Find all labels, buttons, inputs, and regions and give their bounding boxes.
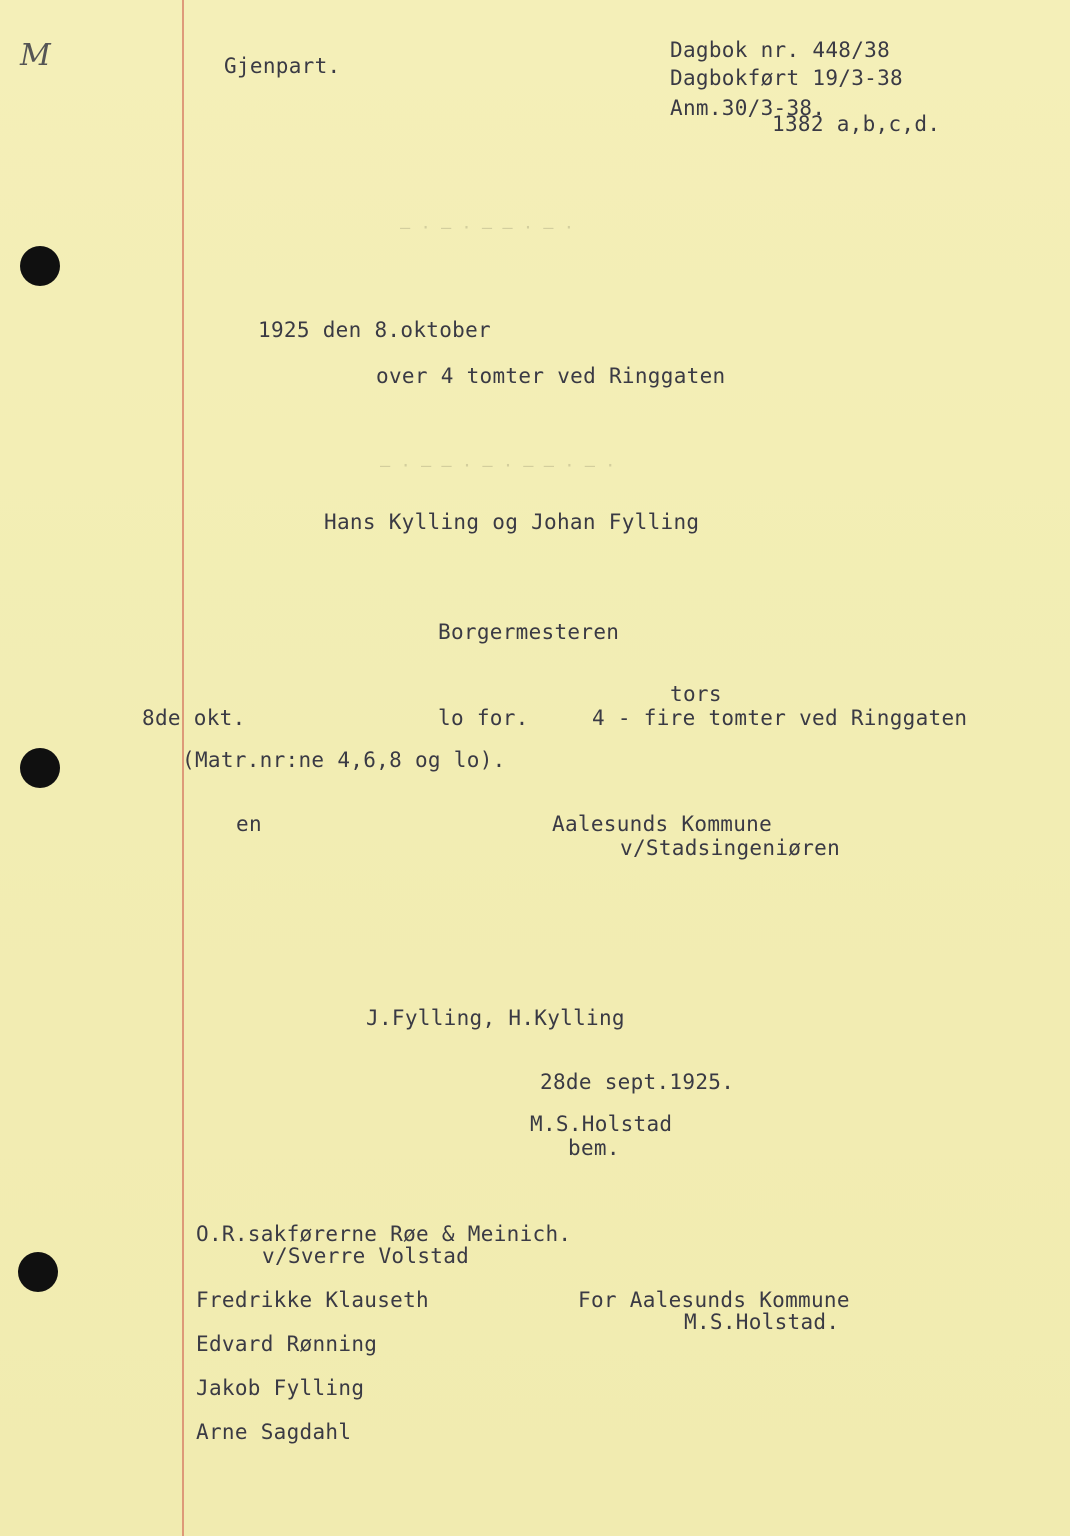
sign-date: 28de sept.1925. xyxy=(540,1070,735,1094)
parties-line: Hans Kylling og Johan Fylling xyxy=(324,510,700,534)
dagbokfort: Dagbokført 19/3-38 xyxy=(670,66,903,90)
recipient-name: Fredrikke Klauseth xyxy=(196,1288,429,1312)
matrikkel-line: (Matr.nr:ne 4,6,8 og lo). xyxy=(182,748,506,772)
reference-number: 1382 a,b,c,d. xyxy=(772,112,941,136)
buyer-line-1: Aalesunds Kommune xyxy=(552,812,773,836)
kommune-line-2: M.S.Holstad. xyxy=(684,1310,840,1334)
buyer-line-2: v/Stadsingeniøren xyxy=(620,836,841,860)
firm-line-1: O.R.sakførerne Røe & Meinich. xyxy=(196,1222,572,1246)
corner-handwritten-mark: M xyxy=(20,38,51,73)
authority-line: Borgermesteren xyxy=(438,620,620,644)
punch-hole-top xyxy=(20,246,60,286)
kommune-line-1: For Aalesunds Kommune xyxy=(578,1288,850,1312)
date-line: 1925 den 8.oktober xyxy=(258,318,491,342)
firm-line-2: v/Sverre Volstad xyxy=(262,1244,470,1268)
column-description: 4 - fire tomter ved Ringgaten xyxy=(592,706,968,730)
attest-name: M.S.Holstad xyxy=(530,1112,673,1136)
recipient-name: Edvard Rønning xyxy=(196,1332,378,1356)
attest-note: bem. xyxy=(568,1136,620,1160)
tors-insert: tors xyxy=(670,682,722,706)
punch-hole-middle xyxy=(20,748,60,788)
en-word: en xyxy=(236,812,262,836)
recipient-name: Jakob Fylling xyxy=(196,1376,365,1400)
column-price: lo for. xyxy=(438,706,529,730)
punch-hole-bottom xyxy=(18,1252,58,1292)
copy-label: Gjenpart. xyxy=(224,54,341,78)
anm: Anm.30/3-38. xyxy=(670,96,826,120)
bleed-through-trace: — · — · — — · — · xyxy=(400,218,574,238)
recipient-name: Arne Sagdahl xyxy=(196,1420,352,1444)
signatures-line: J.Fylling, H.Kylling xyxy=(366,1006,625,1030)
column-date: 8de okt. xyxy=(142,706,246,730)
dagbok-nr: Dagbok nr. 448/38 xyxy=(670,38,891,62)
bleed-through-trace: — · — — · — · — — · — · xyxy=(380,456,616,476)
subject-line: over 4 tomter ved Ringgaten xyxy=(376,364,726,388)
